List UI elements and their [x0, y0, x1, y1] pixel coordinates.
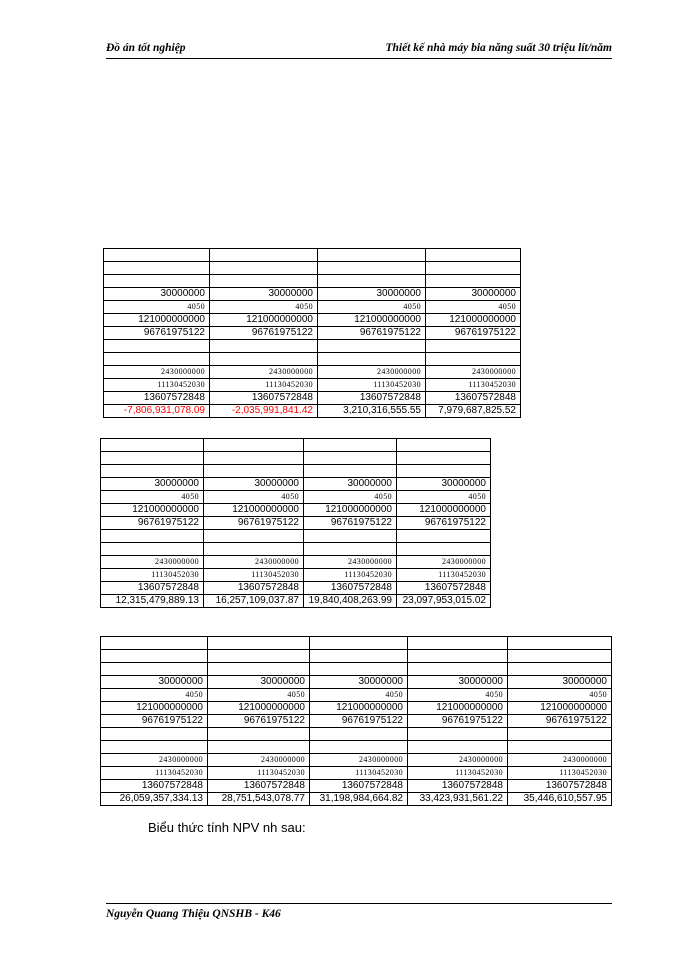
table-cell: 13607572848 [304, 582, 397, 595]
table-cell: 96761975122 [310, 715, 408, 728]
table-row [101, 517, 491, 530]
table-cell: 96761975122 [101, 517, 204, 530]
table-cell: 30000000 [210, 288, 318, 301]
table-cell: 13607572848 [208, 780, 310, 793]
table-cell: 2430000000 [397, 556, 491, 569]
table-row [104, 353, 521, 366]
table-cell: 2430000000 [508, 754, 612, 767]
table-cell: 2430000000 [304, 556, 397, 569]
table-cell: 2430000000 [104, 366, 210, 379]
table-row [104, 249, 521, 262]
table-cell: 121000000000 [426, 314, 521, 327]
table-row [104, 340, 521, 353]
table-cell: 96761975122 [426, 327, 521, 340]
table-cell: 13607572848 [101, 582, 204, 595]
table-row [101, 663, 612, 676]
table-row [101, 439, 491, 452]
table-cell: 30000000 [208, 676, 310, 689]
table-cell: 121000000000 [104, 314, 210, 327]
table-row [101, 754, 612, 767]
npv-value: 3,210,316,555.55 [318, 405, 426, 418]
table-cell: 121000000000 [204, 504, 304, 517]
table-cell: 4050 [104, 301, 210, 314]
table-row [104, 405, 521, 418]
table-cell: 4050 [101, 491, 204, 504]
table-cell: 30000000 [408, 676, 508, 689]
npv-value: 16,257,109,037.87 [204, 595, 304, 608]
table-cell: 30000000 [101, 478, 204, 491]
table-cell: 2430000000 [208, 754, 310, 767]
table-cell: 30000000 [104, 288, 210, 301]
table-row [104, 262, 521, 275]
table-cell: 11130452030 [310, 767, 408, 780]
table-cell: 4050 [310, 689, 408, 702]
npv-value: 33,423,931,561.22 [408, 793, 508, 806]
page-header [106, 40, 612, 59]
table-cell: 4050 [318, 301, 426, 314]
npv-value-negative: -2,035,991,841.42 [210, 405, 318, 418]
table-cell: 2430000000 [408, 754, 508, 767]
table-row [104, 301, 521, 314]
table-row [104, 288, 521, 301]
npv-table-2 [100, 438, 491, 608]
table-cell: 30000000 [397, 478, 491, 491]
table-cell: 30000000 [426, 288, 521, 301]
table-cell: 11130452030 [426, 379, 521, 392]
table-cell: 30000000 [310, 676, 408, 689]
table-row [101, 491, 491, 504]
table-row [101, 530, 491, 543]
table-cell: 13607572848 [508, 780, 612, 793]
table-cell: 2430000000 [318, 366, 426, 379]
table-cell: 96761975122 [204, 517, 304, 530]
table-cell: 96761975122 [397, 517, 491, 530]
table-row [101, 556, 491, 569]
table-row [101, 465, 491, 478]
table-cell: 30000000 [101, 676, 208, 689]
npv-formula-caption: Biểu thức tính NPV nh sau: [148, 820, 306, 835]
table-row [101, 504, 491, 517]
table-cell: 11130452030 [101, 569, 204, 582]
table-cell: 121000000000 [101, 702, 208, 715]
table-cell: 121000000000 [310, 702, 408, 715]
table-cell: 2430000000 [426, 366, 521, 379]
table-cell: 121000000000 [397, 504, 491, 517]
table-cell: 121000000000 [318, 314, 426, 327]
table-cell: 4050 [204, 491, 304, 504]
table-cell: 11130452030 [508, 767, 612, 780]
table-cell: 121000000000 [304, 504, 397, 517]
table-cell: 96761975122 [318, 327, 426, 340]
table-cell: 4050 [408, 689, 508, 702]
table-cell: 30000000 [508, 676, 612, 689]
table-cell: 11130452030 [304, 569, 397, 582]
table-row [104, 314, 521, 327]
table-cell: 11130452030 [104, 379, 210, 392]
table-row [101, 676, 612, 689]
table-row [101, 569, 491, 582]
npv-table-1 [103, 248, 521, 418]
table-row [101, 689, 612, 702]
npv-value: 7,979,687,825.52 [426, 405, 521, 418]
npv-value: 31,198,984,664.82 [310, 793, 408, 806]
npv-value: 19,840,408,263.99 [304, 595, 397, 608]
table-cell: 2430000000 [210, 366, 318, 379]
npv-table-3 [100, 636, 612, 806]
table-cell: 96761975122 [208, 715, 310, 728]
table-row [101, 702, 612, 715]
table-row [101, 595, 491, 608]
table-cell: 121000000000 [101, 504, 204, 517]
table-row [104, 379, 521, 392]
table-row [104, 366, 521, 379]
table-cell: 4050 [210, 301, 318, 314]
table-cell: 13607572848 [104, 392, 210, 405]
npv-value: 12,315,479,889.13 [101, 595, 204, 608]
table-cell: 121000000000 [210, 314, 318, 327]
table-cell: 96761975122 [101, 715, 208, 728]
table-cell: 96761975122 [210, 327, 318, 340]
table-cell: 11130452030 [210, 379, 318, 392]
table-row [101, 582, 491, 595]
table-cell: 2430000000 [101, 754, 208, 767]
table-cell: 13607572848 [101, 780, 208, 793]
table-row [101, 452, 491, 465]
table-row [101, 478, 491, 491]
table-row [101, 543, 491, 556]
table-cell: 13607572848 [408, 780, 508, 793]
table-cell: 13607572848 [318, 392, 426, 405]
table-cell: 121000000000 [208, 702, 310, 715]
table-cell: 4050 [208, 689, 310, 702]
table-cell: 11130452030 [318, 379, 426, 392]
table-cell: 96761975122 [508, 715, 612, 728]
table-cell: 96761975122 [104, 327, 210, 340]
npv-value: 23,097,953,015.02 [397, 595, 491, 608]
table-cell: 30000000 [318, 288, 426, 301]
table-cell: 96761975122 [304, 517, 397, 530]
header-left: Đồ án tốt nghiệp [106, 42, 186, 54]
table-cell: 30000000 [304, 478, 397, 491]
table-cell: 4050 [304, 491, 397, 504]
table-cell: 121000000000 [508, 702, 612, 715]
table-row [104, 392, 521, 405]
table-cell: 2430000000 [310, 754, 408, 767]
table-row [101, 637, 612, 650]
table-row [101, 767, 612, 780]
table-cell: 13607572848 [310, 780, 408, 793]
table-cell: 13607572848 [426, 392, 521, 405]
table-cell: 4050 [508, 689, 612, 702]
table-row [104, 275, 521, 288]
table-cell: 13607572848 [204, 582, 304, 595]
table-cell: 4050 [397, 491, 491, 504]
table-cell: 121000000000 [408, 702, 508, 715]
table-cell: 2430000000 [204, 556, 304, 569]
table-cell: 11130452030 [101, 767, 208, 780]
table-row [101, 780, 612, 793]
table-cell: 11130452030 [408, 767, 508, 780]
table-cell: 4050 [101, 689, 208, 702]
table-cell: 11130452030 [208, 767, 310, 780]
table-cell: 30000000 [204, 478, 304, 491]
table-cell: 11130452030 [397, 569, 491, 582]
table-cell: 13607572848 [210, 392, 318, 405]
table-row [104, 327, 521, 340]
table-cell: 4050 [426, 301, 521, 314]
table-row [101, 715, 612, 728]
table-cell: 2430000000 [101, 556, 204, 569]
npv-value-negative: -7,806,931,078.09 [104, 405, 210, 418]
npv-value: 28,751,543,078.77 [208, 793, 310, 806]
table-cell: 96761975122 [408, 715, 508, 728]
table-row [101, 793, 612, 806]
page-footer: Nguyễn Quang Thiệu QNSHB - K46 [106, 903, 612, 920]
header-right: Thiết kế nhà máy bia năng suất 30 triệu lít/năm [385, 42, 612, 54]
table-cell: 11130452030 [204, 569, 304, 582]
npv-value: 35,446,610,557.95 [508, 793, 612, 806]
table-row [101, 650, 612, 663]
table-cell: 13607572848 [397, 582, 491, 595]
table-row [101, 728, 612, 741]
npv-value: 26,059,357,334.13 [101, 793, 208, 806]
table-row [101, 741, 612, 754]
